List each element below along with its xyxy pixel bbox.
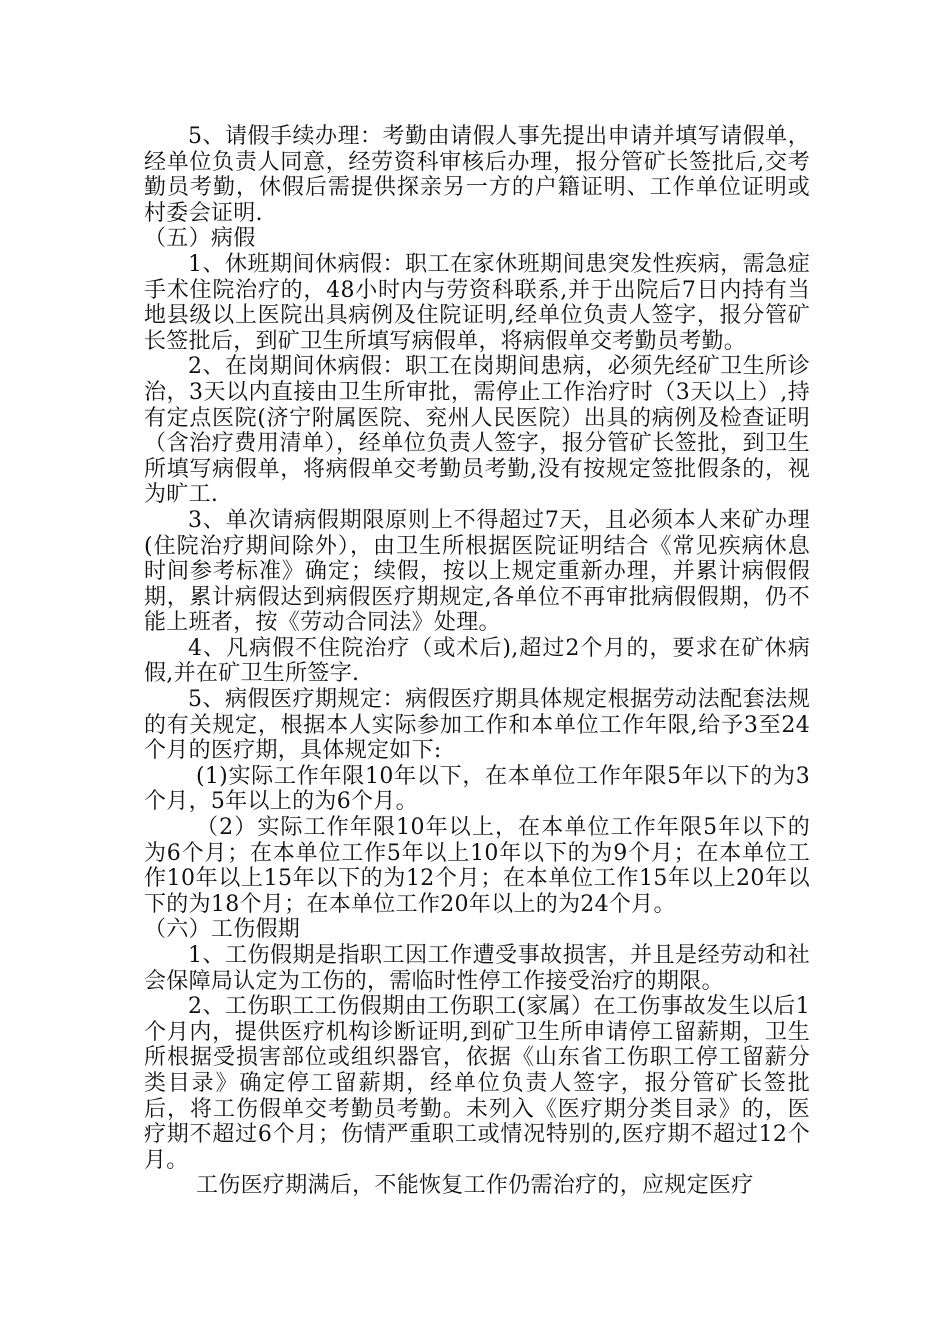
paragraph-work-injury-procedure: 2、工伤职工工伤假期由工伤职工(家属）在工伤事故发生以后1个月内，提供医疗机构诊断证明,到矿卫生所申请停工留薪期，卫生所根据受损害部位或组织器官，依据《山东省工伤职工停工留薪分类目录》确定停工留薪期，经单位负责人签字，报分管矿长签批后，将工伤假单交考勤员考勤。未列入《医疗期分类目录》的，医疗期不超过6个月；伤情严重职工或情况特别的,医疗期不超过12个月。 [144,994,810,1173]
paragraph-leave-procedure: 5、请假手续办理：考勤由请假人事先提出申请并填写请假单，经单位负责人同意，经劳资科审核后办理，报分管矿长签批后,交考勤员考勤，休假后需提供探亲另一方的户籍证明、工作单位证明或村委会证明. [144,124,810,226]
paragraph-medical-period-item-2: （2）实际工作年限10年以上，在本单位工作年限5年以下的为6个月；在本单位工作5年以上10年以下的为9个月；在本单位工作10年以上15年以下的为12个月；在本单位工作15年以上20年以下的为18个月；在本单位工作20年以上的为24个月。 [144,815,810,917]
paragraph-sick-leave-on-duty: 2、在岗期间休病假：职工在岗期间患病，必须先经矿卫生所诊治，3天以内直接由卫生所审批，需停止工作治疗时（3天以上）,持有定点医院(济宁附属医院、兖州人民医院）出具的病例及检查证明（含治疗费用清单），经单位负责人签字，报分管矿长签批，到卫生所填写病假单，将病假单交考勤员考勤,没有按规定签批假条的，视为旷工. [144,354,810,508]
paragraph-sick-leave-off-duty: 1、休班期间休病假：职工在家休班期间患突发性疾病，需急症手术住院治疗的，48小时内与劳资科联系,并于出院后7日内持有当地县级以上医院出具病例及住院证明,经单位负责人签字，报分管矿长签批后，到矿卫生所填写病假单，将病假单交考勤员考勤。 [144,251,810,354]
section-heading-sick-leave: （五）病假 [144,226,256,252]
paragraph-sick-leave-over-two-months: 4、凡病假不住院治疗（或术后),超过2个月的，要求在矿休病假,并在矿卫生所签字. [144,635,810,687]
paragraph-sick-leave-limit: 3、单次请病假期限原则上不得超过7天，且必须本人来矿办理(住院治疗期间除外），由卫生所根据医院证明结合《常见疾病休息时间参考标准》确定；续假，按以上规定重新办理，并累计病假假期，累计病假达到病假医疗期规定,各单位不再审批病假假期，仍不能上班者，按《劳动合同法》处理。 [144,507,810,636]
paragraph-work-injury-definition: 1、工伤假期是指职工因工作遭受事故损害，并且是经劳动和社会保障局认定为工伤的，需临时性停工作接受治疗的期限。 [144,943,810,994]
paragraph-medical-period-item-1: (1)实际工作年限10年以下，在本单位工作年限5年以下的为3个月，5年以上的为6个月。 [144,763,810,815]
paragraph-work-injury-after-period: 工伤医疗期满后，不能恢复工作仍需治疗的，应规定医疗 [196,1173,754,1199]
section-heading-work-injury-leave: （六）工伤假期 [144,917,301,943]
paragraph-medical-period-rules: 5、病假医疗期规定：病假医疗期具体规定根据劳动法配套法规的有关规定，根据本人实际参加工作和本单位工作年限,给予3至24个月的医疗期，具体规定如下: [144,687,810,764]
document-body [144,124,810,1199]
